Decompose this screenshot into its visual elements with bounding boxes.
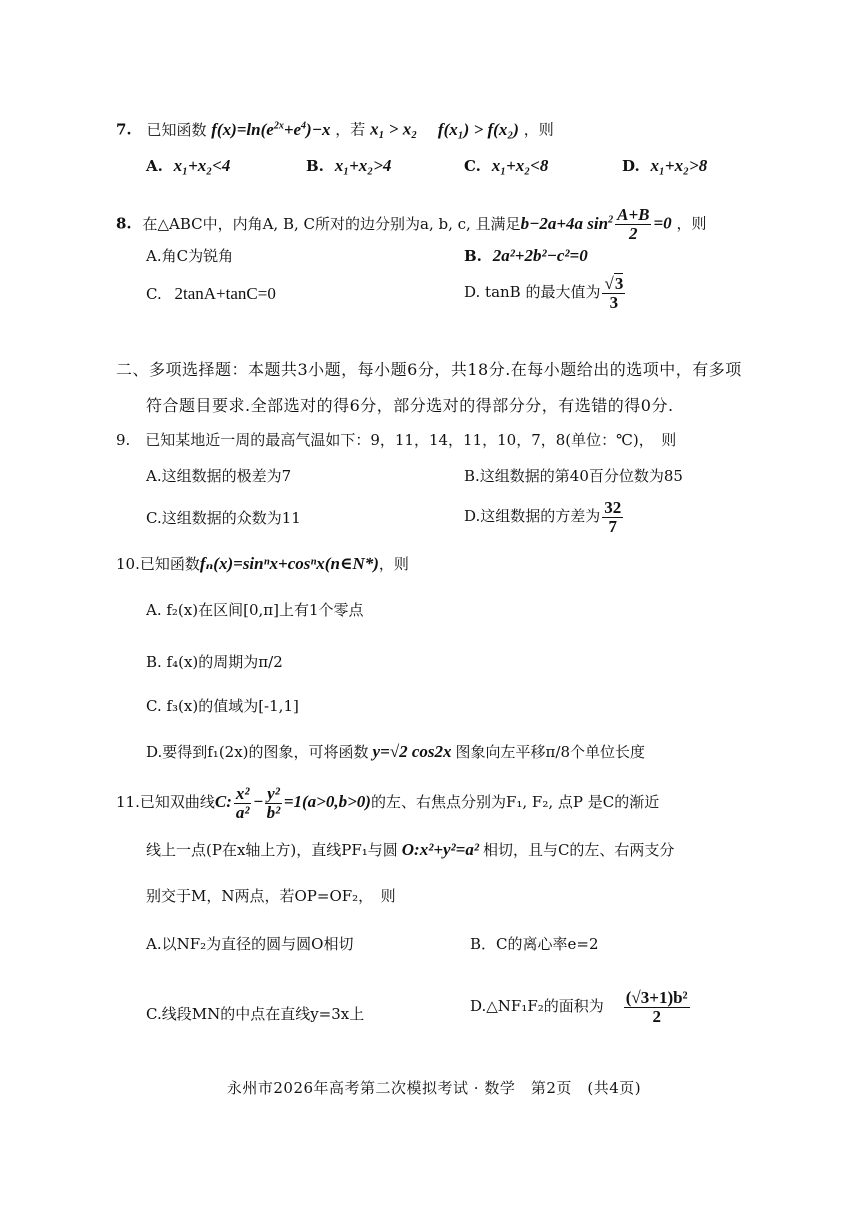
condition-expression: =1(a>0,b>0) (283, 792, 371, 811)
fraction: $\frac{32}{7}$ (604, 497, 622, 536)
option-d: D.要得到f₁(2x)的图象，可将函数 y=√2 cos2x 图象向左平移π/8个单位长度 (146, 742, 645, 761)
fraction: $\frac{√3}{3}$ (604, 273, 624, 312)
stem-text: 在△ABC中，内角A, B, C所对的边分别为a, b, c, 且满足 (142, 214, 521, 233)
option-c: C.线段MN的中点在直线y=3x上 (146, 1005, 365, 1023)
fraction: $\frac{\text{x²}}{\text{a²}}$ (235, 783, 250, 822)
stem-text: 已知函数 (146, 120, 207, 139)
question-8-stem: 8. 在△ABC中，内角A, B, C所对的边分别为a, b, c, 且满足b−2a+4a $\sin^2$ $\frac{A+B}{2}$ =0 ，则 (116, 205, 707, 244)
option-c: C. f₃(x)的值域为[-1,1] (146, 697, 299, 715)
option-b: B．C的离心率e=2 (470, 935, 599, 953)
option-d: D.△NF₁F₂的面积为 $\frac{\text{(√3+1)b²}}{2}$ (470, 987, 688, 1026)
question-9-stem: 9. 已知某地近一周的最高气温如下：9，11，14，11，10，7，8(单位：℃)， 则 (116, 431, 677, 449)
option-d: D. x₁+x₂>8 (622, 156, 708, 175)
option-c: C.这组数据的众数为11 (146, 509, 301, 527)
option-d: D.这组数据的方差为 $\frac{32}{7}$ (464, 497, 622, 536)
section-instructions: 符合题目要求.全部选对的得6分，部分选对的得部分分，有选错的得0分. (146, 396, 674, 415)
option-a: A.这组数据的极差为7 (146, 467, 292, 485)
stem-text: 的左、右焦点分别为F₁, F₂, 点P 是C的渐近 (370, 793, 660, 811)
question-10-stem (116, 554, 409, 574)
option-d: D. tanB 的最大值为 $\frac{√3}{3}$ (464, 273, 624, 312)
function-expression: fₙ(x)=sinⁿx+cosⁿx(n∈N*) (199, 554, 379, 573)
condition-expression: f(x₁) > f(x₂) (437, 119, 519, 139)
option-c: C. x₁+x₂<8 (464, 156, 549, 175)
stem-text: ，若 (335, 120, 366, 139)
question-number: 7. (116, 120, 132, 139)
question-7-stem (116, 116, 554, 140)
curve-label: C: (214, 792, 232, 811)
fraction: $\frac{\text{(√3+1)b²}}{2}$ (625, 987, 688, 1026)
question-11-line-3: 别交于M，N两点，若OP=OF₂， 则 (146, 887, 396, 905)
stem-text: ，则 (676, 214, 707, 233)
question-11-stem: 11.已知双曲线C: $\frac{\text{x²}}{\text{a²}}$ − $\frac{\text{y²}}{\text{b²}}$ =1(a>0,b>0)的左、右焦点分别为F₁, F₂, 点P 是C的渐近 (116, 783, 660, 822)
option-a: A. x₁+x₂<4 (146, 156, 231, 175)
function-expression: $f(x)=\ln(e^{2x}+e^4)-x$ (211, 119, 331, 139)
stem-text: ，则 (523, 120, 554, 139)
option-b: B. f₄(x)的周期为π/2 (146, 653, 283, 671)
stem-text: 10.已知函数 (116, 555, 200, 573)
condition-expression: x₁ > x₂ (370, 119, 418, 139)
question-number: 8. (116, 214, 132, 233)
option-b: B. x₁+x₂>4 (306, 156, 392, 175)
fraction: $\frac{A+B}{2}$ (617, 205, 650, 244)
option-a: A.以NF₂为直径的圆与圆O相切 (146, 935, 354, 953)
stem-text: ，则 (378, 555, 409, 573)
question-11-line-2: 线上一点(P在x轴上方)，直线PF₁与圆 O:x²+y²=a² 相切，且与C的左、右两支分 (146, 840, 675, 859)
option-a: A. f₂(x)在区间[0,π]上有1个零点 (146, 601, 364, 619)
option-b: B. 2a²+2b²−c²=0 (464, 246, 588, 265)
option-a: A.角C为锐角 (146, 247, 234, 265)
option-c: C. 2tanA+tanC=0 (146, 284, 276, 303)
section-heading: 二、多项选择题：本题共3小题，每小题6分，共18分.在每小题给出的选项中，有多项 (116, 360, 742, 379)
option-b: B.这组数据的第40百分位数为85 (464, 467, 683, 485)
fraction: $\frac{\text{y²}}{\text{b²}}$ (266, 783, 281, 822)
condition-expression: b−2a+4a $\sin^2$ (520, 213, 614, 233)
page-footer: 永州市2026年高考第二次模拟考试 · 数学 第2页 (共4页) (226, 1079, 642, 1097)
stem-text: 11.已知双曲线 (116, 793, 215, 811)
